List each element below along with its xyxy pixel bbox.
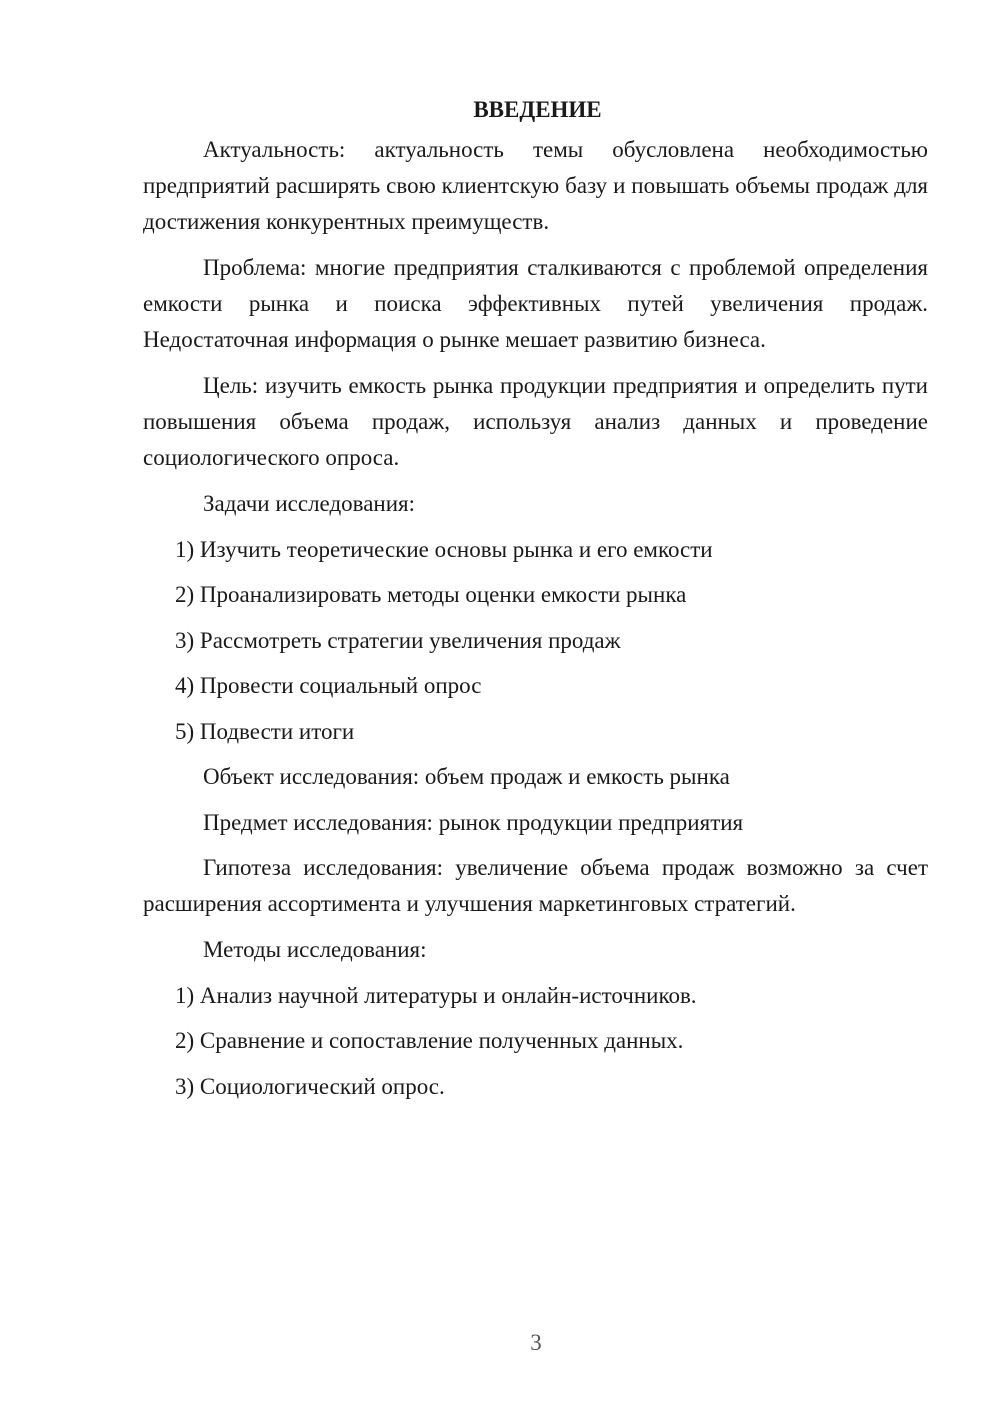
tasks-heading: Задачи исследования: [203, 491, 416, 516]
page-number: 3 [530, 1330, 542, 1355]
problem-paragraph: Проблема: многие предприятия сталкиваются с проблемой определения емкости рынка и поиска эффективных путей увеличения продаж. Недостаточная информация о рынке мешает развитию бизнеса. [143, 255, 928, 352]
goal-paragraph: Цель: изучить емкость рынка продукции предприятия и определить пути повышения объема продаж, используя анализ данных и проведение социологического опроса. [143, 373, 928, 470]
task-item: 1) Изучить теоретические основы рынка и его емкости [175, 536, 713, 562]
method-item: 2) Сравнение и сопоставление полученных данных. [175, 1028, 684, 1053]
document-page [143, 92, 928, 1114]
subject-line: Предмет исследования: рынок продукции предприятия [203, 809, 744, 835]
section-title: ВВЕДЕНИЕ [473, 97, 602, 122]
methods-heading: Методы исследования: [203, 937, 427, 962]
task-item: 2) Проанализировать методы оценки емкости рынка [175, 582, 687, 607]
method-item: 1) Анализ научной литературы и онлайн-источников. [175, 982, 697, 1008]
relevance-paragraph: Актуальность: актуальность темы обусловлена необходимостью предприятий расширять свою клиентскую базу и повышать объемы продаж для достижения конкурентных преимуществ. [143, 137, 928, 234]
hypothesis-paragraph: Гипотеза исследования: увеличение объема продаж возможно за счет расширения ассортимента и улучшения маркетинговых стратегий. [143, 855, 928, 916]
task-item: 3) Рассмотреть стратегии увеличения продаж [175, 627, 621, 653]
method-item: 3) Социологический опрос. [175, 1073, 445, 1099]
task-item: 4) Провести социальный опрос [175, 673, 482, 698]
object-line: Объект исследования: объем продаж и емкость рынка [203, 764, 730, 789]
task-item: 5) Подвести итоги [175, 718, 355, 744]
